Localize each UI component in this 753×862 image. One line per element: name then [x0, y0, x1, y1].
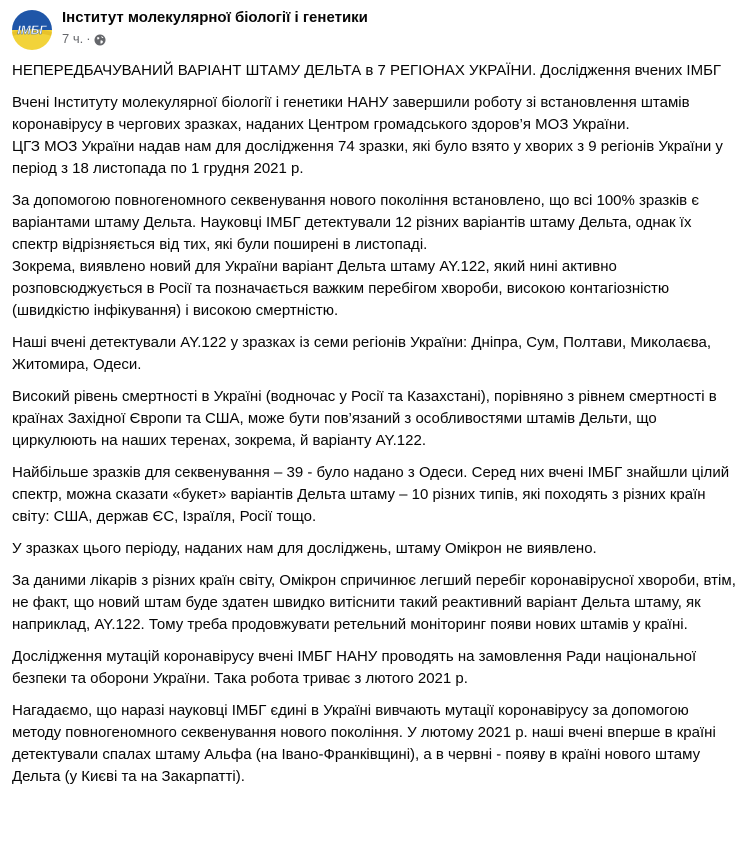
post-header: [12, 8, 741, 60]
post-paragraph: Високий рівень смертності в Україні (водночас у Росії та Казахстані), порівняно з рівнем смертності в країнах Західної Європи та США, може бути пов’язаний з особливостями штамів Дельти, що циркулюють на наших теренах, зокрема, й варіанту AY.122.: [12, 388, 717, 449]
post-paragraph: Вчені Інституту молекулярної біології і генетики НАНУ завершили роботу зі встановлення штамів коронавірусу в чергових зразках, наданих Центром громадського здоров’я МОЗ України. ЦГЗ МОЗ України надав нам для дослідження 74 зразки, які було взято у хворих з 9 регіонів України у період з 18 листопада по 1 грудня 2021 р.: [12, 94, 723, 177]
page-avatar[interactable]: [12, 10, 52, 50]
imbg-logo-icon: [12, 10, 52, 50]
post-timestamp[interactable]: 7 ч.: [62, 31, 84, 46]
post-paragraph: За допомогою повногеномного секвенування нового покоління встановлено, що всі 100% зразків є варіантами штаму Дельта. Науковці ІМБГ детектували 12 різних варіантів штаму Дельта, однак їх спектр відрізняється від тих, які були поширені в листопаді. Зокрема, виявлено новий для України варіант Дельта штаму AY.122, який нині активно розповсюджується в Росії та позначається важким перебігом хвороби, високою контагіозністю (швидкістю інфікування) і високою смертністю.: [12, 192, 699, 319]
post-meta: [62, 30, 368, 48]
post-paragraph: Найбільше зразків для секвенування – 39 - було надано з Одеси. Серед них вчені ІМБГ знайшли цілий спектр, можна сказати «букет» варіантів Дельта штаму – 10 різних типів, які походять з різних країн світу: США, держав ЄС, Ізраїля, Росії тощо.: [12, 464, 730, 525]
post-title-paragraph: НЕПЕРЕДБАЧУВАНИЙ ВАРІАНТ ШТАМУ ДЕЛЬТА в 7 РЕГІОНАХ УКРАЇНИ. Дослідження вчених ІМБГ: [12, 62, 722, 79]
page-name-link[interactable]: Інститут молекулярної біології і генетики: [62, 9, 368, 26]
post-paragraph: У зразках цього періоду, наданих нам для досліджень, штаму Омікрон не виявлено.: [12, 540, 597, 557]
svg-text:ІМБГ: ІМБГ: [17, 23, 47, 37]
meta-separator: ·: [86, 31, 91, 46]
post-paragraph: Нагадаємо, що наразі науковці ІМБГ єдині в Україні вивчають мутації коронавірусу за допомогою методу повногеномного секвенування нового покоління. У лютому 2021 р. наші вчені вперше в країні детектували спалах штаму Альфа (на Івано-Франківщині), а в червні - появу в країні нового штаму Дельта (у Києві та на Закарпатті).: [12, 702, 716, 785]
post-paragraph: Дослідження мутацій коронавірусу вчені ІМБГ НАНУ проводять на замовлення Ради національної безпеки та оборони України. Така робота триває з лютого 2021 р.: [12, 648, 697, 687]
post-paragraph: За даними лікарів з різних країн світу, Омікрон спричинює легший перебіг коронавірусної хвороби, втім, не факт, що новий штам буде здатен швидко витіснити такий реактивний варіант Дельта штаму, як наприклад, AY.122. Тому треба продовжувати ретельний моніторинг появи нових штамів у країні.: [12, 572, 736, 633]
globe-icon[interactable]: [94, 33, 106, 45]
post-body: [12, 60, 741, 788]
post-paragraph: Наші вчені детектували AY.122 у зразках із семи регіонів України: Дніпра, Сум, Полтави, Миколаєва, Житомира, Одеси.: [12, 334, 712, 373]
